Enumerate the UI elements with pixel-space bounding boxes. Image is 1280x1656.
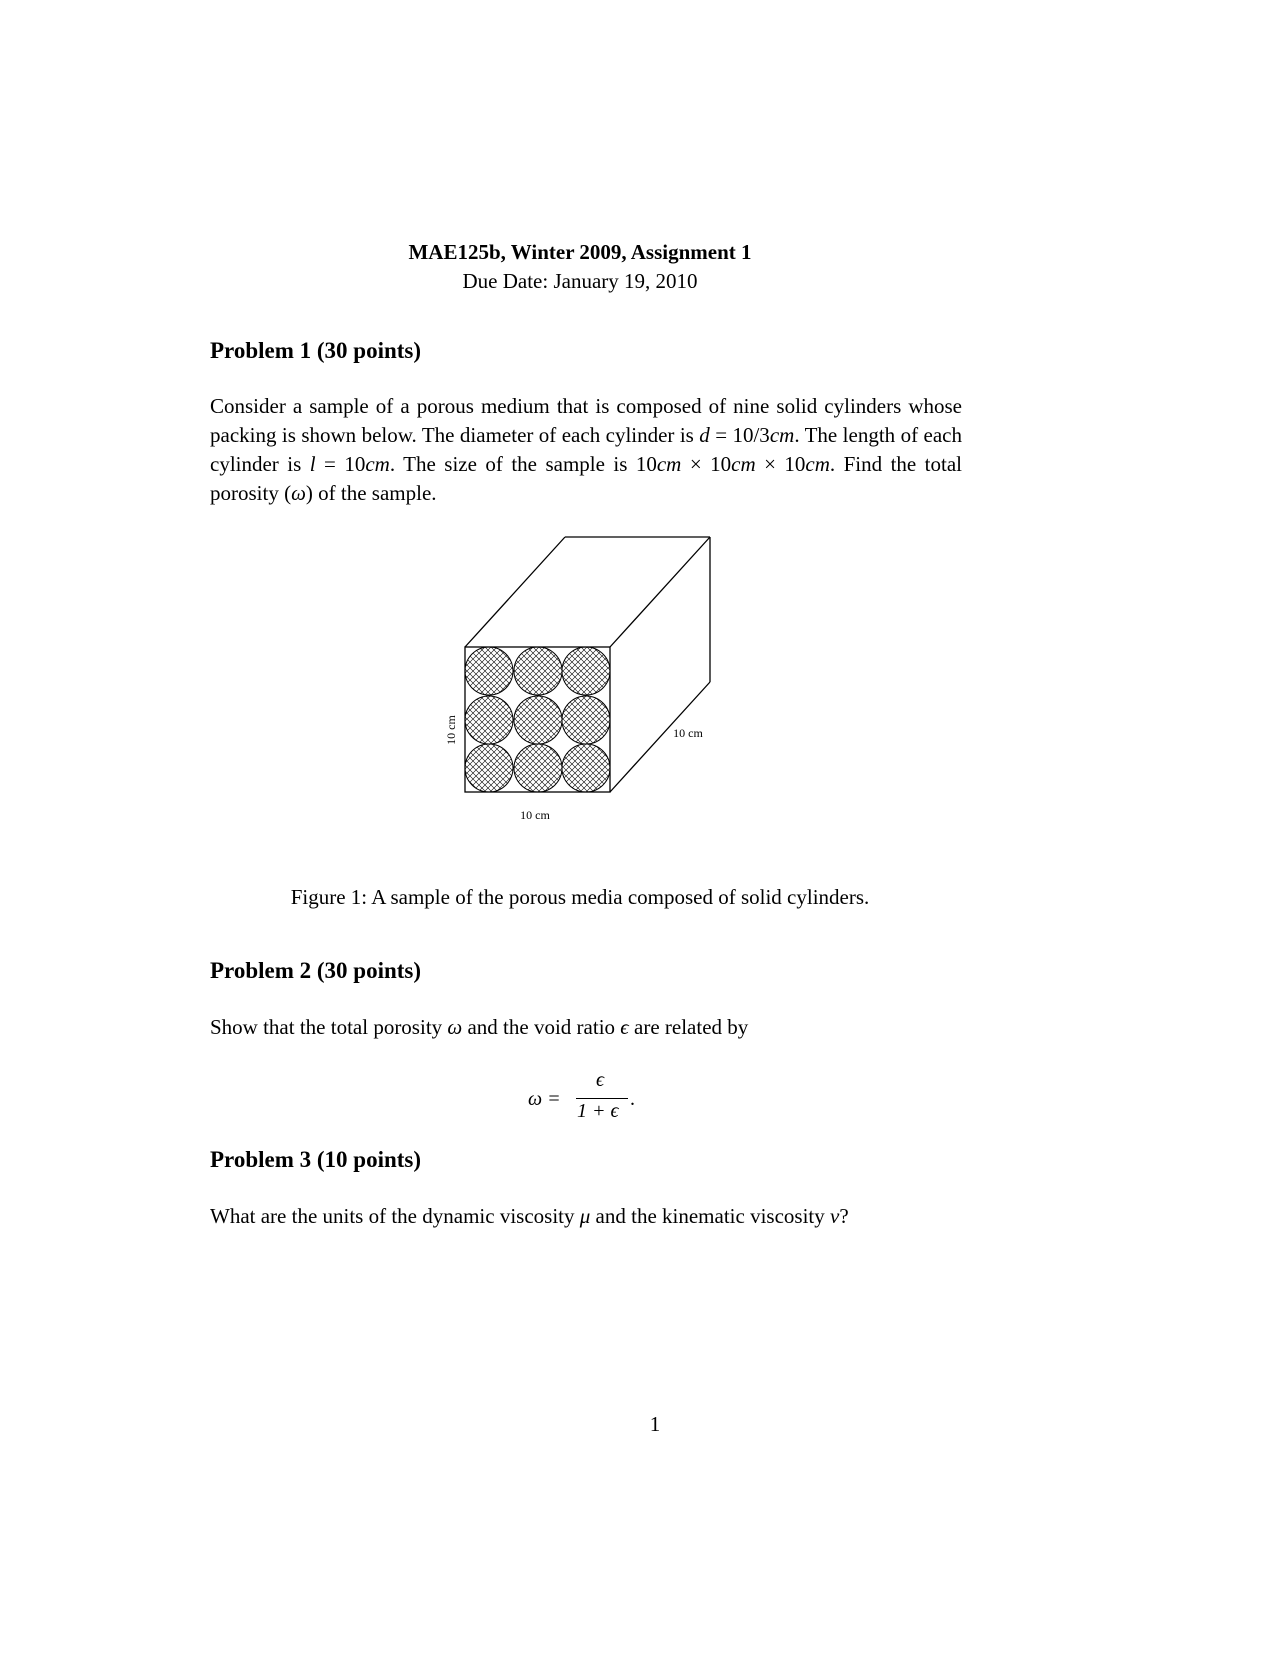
cylinder-3 [562, 647, 610, 695]
porosity-equation [520, 1065, 660, 1135]
cylinder-2 [514, 647, 562, 695]
equation-numerator: ϵ [596, 1069, 605, 1091]
cube-diagram [440, 530, 740, 840]
label-height: 10 cm [444, 715, 458, 745]
problem1-title: Problem 1 (30 points) [210, 338, 422, 363]
problem1-text: Consider a sample of a porous medium that is composed of nine solid cylinders whose packing is shown below. The diameter of each cylinder is d = 10/3cm. The length of each cylinder is l = 10cm. The size of the sample is 10cm × 10cm × 10cm. Find the total porosity (ω) of the sample. [210, 394, 963, 505]
problem2-title: Problem 2 (30 points) [210, 958, 422, 983]
page-number: 1 [649, 1412, 661, 1436]
cylinder-1 [465, 647, 513, 695]
assignment-title: MAE125b, Winter 2009, Assignment 1 [408, 240, 752, 264]
cylinder-4 [465, 696, 513, 744]
cylinder-6 [562, 696, 610, 744]
cylinder-5 [514, 696, 562, 744]
due-date: Due Date: January 19, 2010 [462, 269, 698, 293]
equation-lhs: ω = [528, 1088, 561, 1110]
figure-caption: Figure 1: A sample of the porous media composed of solid cylinders. [290, 885, 870, 909]
cylinder-7 [465, 744, 513, 792]
cylinder-9 [562, 744, 610, 792]
equation-denominator: 1 + ϵ [577, 1100, 619, 1122]
fraction-bar [576, 1098, 628, 1099]
label-depth: 10 cm [673, 726, 703, 740]
equation-period: . [630, 1088, 635, 1110]
document-header [0, 238, 1160, 296]
cylinder-cross-sections [465, 647, 610, 792]
cylinder-8 [514, 744, 562, 792]
porous-medium-figure [440, 530, 740, 840]
problem2-text: Show that the total porosity ω and the void ratio ϵ are related by [210, 1015, 749, 1039]
label-width: 10 cm [520, 808, 550, 822]
problem3-text: What are the units of the dynamic viscosity μ and the kinematic viscosity ν? [210, 1204, 849, 1228]
problem3-title: Problem 3 (10 points) [210, 1147, 422, 1172]
